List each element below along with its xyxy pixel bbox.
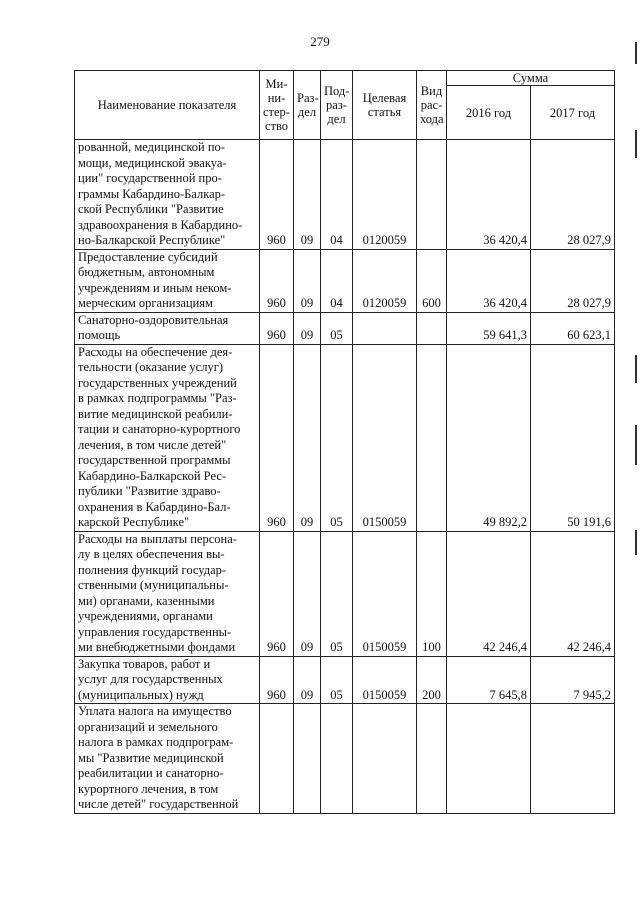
row-2016-cell: 36 420,4: [447, 140, 531, 250]
table-row: [75, 531, 615, 656]
row-2017-cell: 7 945,2: [531, 656, 615, 704]
header-section: Раз- дел: [294, 71, 321, 140]
row-subsection-cell: 05: [321, 312, 353, 344]
row-2016-cell: 42 246,4: [447, 531, 531, 656]
row-2017-cell: [531, 704, 615, 814]
row-2017-cell: 50 191,6: [531, 344, 615, 531]
table-row: [75, 312, 615, 344]
header-ministry: Ми- ни- стер- ство: [260, 71, 294, 140]
row-2016-cell: 36 420,4: [447, 249, 531, 312]
row-2016-cell: 7 645,8: [447, 656, 531, 704]
row-2017-cell: 60 623,1: [531, 312, 615, 344]
scan-edge-mark: [635, 530, 637, 555]
budget-table: [74, 70, 615, 814]
scan-edge-mark: [635, 130, 637, 158]
row-ministry-cell: 960: [260, 656, 294, 704]
scan-edge-mark: [635, 425, 637, 465]
row-target-cell: [353, 704, 417, 814]
row-target-cell: [353, 312, 417, 344]
row-name-cell: рованной, медицинской по- мощи, медицинской эвакуа- ции" государственной про- граммы Кабардино-Балкар- ской Республики "Развитие здравоохранения в Кабардино- но-Балкарской Республике": [75, 140, 260, 250]
table-row: [75, 140, 615, 250]
row-ministry-cell: 960: [260, 344, 294, 531]
row-target-cell: 0150059: [353, 656, 417, 704]
row-target-cell: 0120059: [353, 249, 417, 312]
row-subsection-cell: 05: [321, 531, 353, 656]
row-section-cell: 09: [294, 249, 321, 312]
row-target-cell: 0150059: [353, 531, 417, 656]
row-name-cell: Предоставление субсидий бюджетным, автономным учреждениям и иным неком- мерческим организациям: [75, 249, 260, 312]
row-name-cell: Расходы на обеспечение дея- тельности (оказание услуг) государственных учреждений в рамках подпрограммы "Раз- витие медицинской реабили- тации и санаторно-курортного лечения, в том числе детей" государственной программы Кабардино-Балкарской Рес- публики "Развитие здраво- охранения в Кабардино-Бал- карской Республике": [75, 344, 260, 531]
row-section-cell: 09: [294, 140, 321, 250]
scan-edge-mark: [635, 42, 637, 64]
header-sum: Сумма: [447, 71, 615, 86]
row-2017-cell: 42 246,4: [531, 531, 615, 656]
row-name-cell: Расходы на выплаты персона- лу в целях обеспечения вы- полнения функций государ- ственными (муниципальны- ми) органами, казенными учреждениями, органами управления государственны- ми внебюджетными фондами: [75, 531, 260, 656]
row-2017-cell: 28 027,9: [531, 140, 615, 250]
row-name-cell: Закупка товаров, работ и услуг для государственных (муниципальных) нужд: [75, 656, 260, 704]
scan-edge-mark: [635, 355, 637, 383]
row-section-cell: 09: [294, 312, 321, 344]
row-expense-type-cell: 200: [417, 656, 447, 704]
table-row: [75, 249, 615, 312]
header-year-2016: 2016 год: [447, 86, 531, 140]
page-number: 279: [310, 34, 330, 49]
row-subsection-cell: [321, 704, 353, 814]
row-ministry-cell: 960: [260, 249, 294, 312]
row-2016-cell: [447, 704, 531, 814]
header-name: Наименование показателя: [75, 71, 260, 140]
row-expense-type-cell: 600: [417, 249, 447, 312]
table-body: [75, 140, 615, 814]
header-expense-type: Вид рас- хода: [417, 71, 447, 140]
row-section-cell: 09: [294, 531, 321, 656]
row-ministry-cell: [260, 704, 294, 814]
header-year-2017: 2017 год: [531, 86, 615, 140]
header-subsection: Под- раз- дел: [321, 71, 353, 140]
row-subsection-cell: 05: [321, 656, 353, 704]
table-row: [75, 704, 615, 814]
table-row: [75, 344, 615, 531]
row-subsection-cell: 04: [321, 249, 353, 312]
row-section-cell: 09: [294, 344, 321, 531]
row-expense-type-cell: [417, 704, 447, 814]
row-target-cell: 0120059: [353, 140, 417, 250]
row-section-cell: [294, 704, 321, 814]
table-row: [75, 656, 615, 704]
row-expense-type-cell: [417, 344, 447, 531]
row-expense-type-cell: 100: [417, 531, 447, 656]
row-ministry-cell: 960: [260, 140, 294, 250]
row-subsection-cell: 04: [321, 140, 353, 250]
row-target-cell: 0150059: [353, 344, 417, 531]
header-target: Целевая статья: [353, 71, 417, 140]
row-2016-cell: 49 892,2: [447, 344, 531, 531]
row-2016-cell: 59 641,3: [447, 312, 531, 344]
row-section-cell: 09: [294, 656, 321, 704]
row-expense-type-cell: [417, 140, 447, 250]
row-ministry-cell: 960: [260, 531, 294, 656]
row-subsection-cell: 05: [321, 344, 353, 531]
row-name-cell: Санаторно-оздоровительная помощь: [75, 312, 260, 344]
row-2017-cell: 28 027,9: [531, 249, 615, 312]
row-expense-type-cell: [417, 312, 447, 344]
row-name-cell: Уплата налога на имущество организаций и земельного налога в рамках подпрограм- мы "Развитие медицинской реабилитации и санаторно- курортного лечения, в том числе детей" государственной: [75, 704, 260, 814]
row-ministry-cell: 960: [260, 312, 294, 344]
